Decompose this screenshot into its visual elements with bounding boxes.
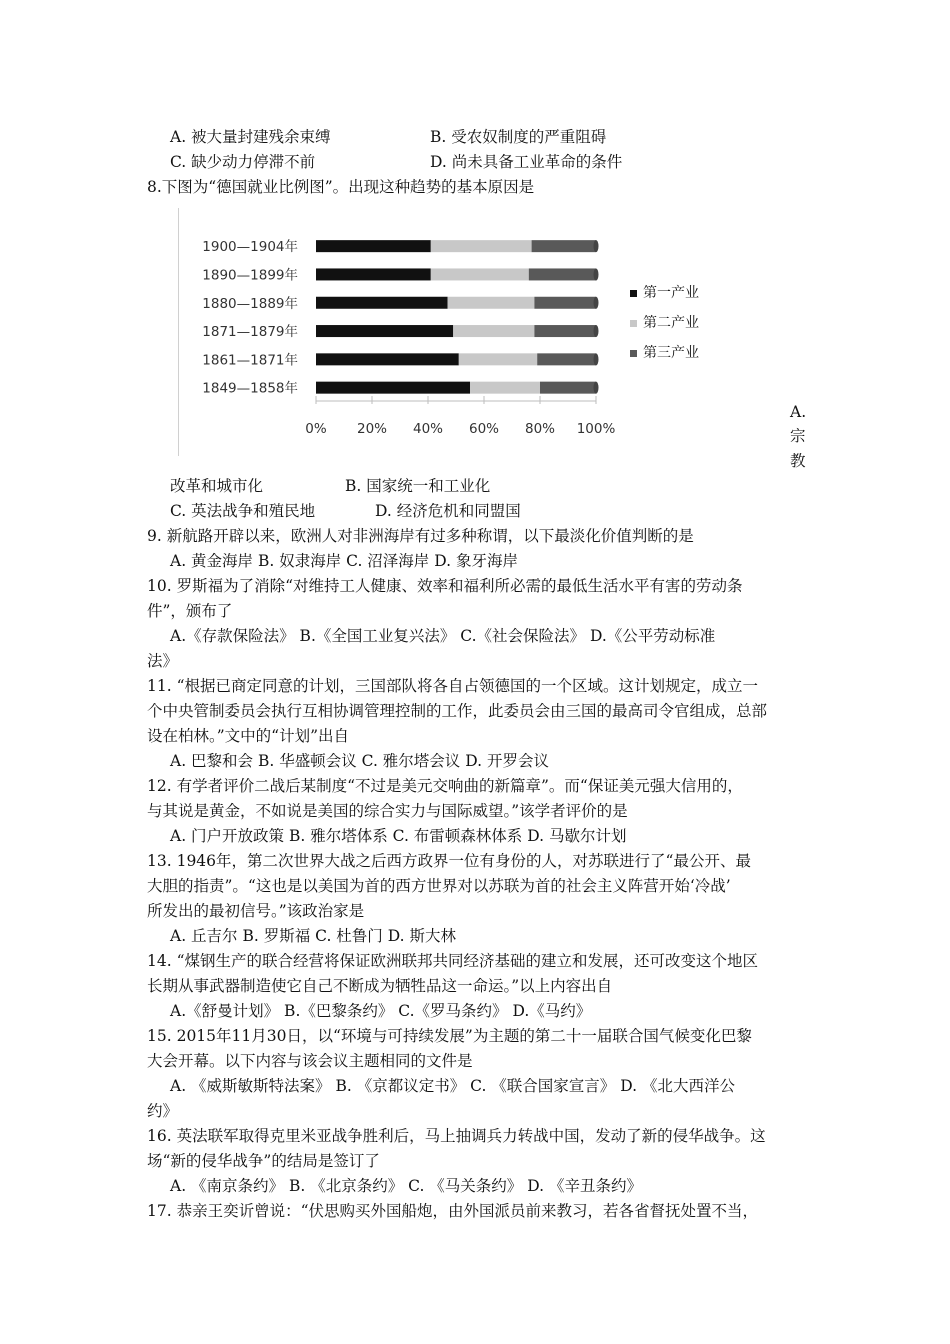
q15-stem-line2: 大会开幕。以下内容与该会议主题相同的文件是: [147, 1052, 473, 1070]
q8-option-a-part4: 改革和城市化: [170, 477, 264, 495]
bar-segment-primary: [316, 240, 431, 252]
q14-stem-line2: 长期从事武器制造使它自己不断成为牺牲品这一命运。”以上内容出自: [147, 977, 613, 995]
bar-segment-secondary: [448, 297, 535, 309]
bar-end-cap: [594, 240, 599, 252]
bar-segment-tertiary: [529, 268, 596, 280]
bar-segment-secondary: [431, 268, 529, 280]
bar-end-cap: [594, 268, 599, 280]
legend-item-primary: [630, 282, 699, 302]
bar-end-cap: [594, 382, 599, 394]
legend-label-secondary: 第二产业: [643, 315, 699, 331]
q7-option-a: A. 被大量封建残余束缚: [170, 128, 331, 146]
q10-options-line2: 法》: [147, 652, 179, 670]
bar-end-cap: [594, 297, 599, 309]
bar-segment-secondary: [459, 353, 537, 365]
q13-stem-line3: 所发出的最初信号。”该政治家是: [147, 902, 365, 920]
bar-segment-primary: [316, 382, 470, 394]
q8-option-d: D. 经济危机和同盟国: [375, 502, 521, 520]
x-tick-label: 80%: [524, 421, 556, 437]
bar-segment-tertiary: [532, 240, 596, 252]
q9-options: A. 黄金海岸 B. 奴隶海岸 C. 沼泽海岸 D. 象牙海岸: [170, 552, 518, 570]
bar-segment-primary: [316, 353, 459, 365]
q16-stem-line1: 16. 英法联军取得克里米亚战争胜利后，马上抽调兵力转战中国，发动了新的侵华战争。这: [147, 1127, 766, 1145]
q15-options-line2: 约》: [147, 1102, 179, 1120]
q13-options: A. 丘吉尔 B. 罗斯福 C. 杜鲁门 D. 斯大林: [170, 927, 456, 945]
q8-option-c: C. 英法战争和殖民地: [170, 502, 316, 520]
q8-option-a-part2: 宗: [790, 427, 806, 445]
bar-end-cap: [594, 325, 599, 337]
legend-swatch-secondary: [630, 320, 637, 327]
q8-option-a-part3: 教: [790, 452, 806, 470]
bar-segment-tertiary: [540, 382, 596, 394]
legend-label-primary: 第一产业: [643, 285, 699, 301]
q12-stem-line1: 12. 有学者评价二战后某制度“不过是美元交响曲的新篇章”。而“保证美元强大信用的，: [147, 777, 743, 795]
q11-stem-line1: 11. “根据已商定同意的计划，三国部队将各自占领德国的一个区域。这计划规定，成立一: [147, 677, 759, 695]
bar-segment-tertiary: [537, 353, 596, 365]
q16-stem-line2: 场“新的侵华战争”的结局是签订了: [147, 1152, 380, 1170]
q8-stem: 8.下图为“德国就业比例图”。出现这种趋势的基本原因是: [147, 178, 535, 196]
legend-swatch-primary: [630, 290, 637, 297]
q10-stem-line1: 10. 罗斯福为了消除“对维持工人健康、效率和福利所必需的最低生活水平有害的劳动条: [147, 577, 743, 595]
category-label: 1861—1871年: [202, 352, 298, 369]
q15-stem-line1: 15. 2015年11月30日，以“环境与可持续发展”为主题的第二十一届联合国气候变化巴黎: [147, 1027, 752, 1045]
x-tick-label: 20%: [356, 421, 388, 437]
legend-label-tertiary: 第三产业: [643, 345, 699, 361]
q13-stem-line1: 13. 1946年，第二次世界大战之后西方政界一位有身份的人，对苏联进行了“最公开、最: [147, 852, 751, 870]
q8-option-b: B. 国家统一和工业化: [345, 477, 491, 495]
bar-segment-secondary: [431, 240, 532, 252]
category-label: 1890—1899年: [202, 267, 298, 284]
bar-segment-primary: [316, 297, 448, 309]
x-tick-label: 40%: [412, 421, 444, 437]
q9-stem: 9. 新航路开辟以来，欧洲人对非洲海岸有过多种称谓，以下最淡化价值判断的是: [147, 527, 694, 545]
bar-segment-tertiary: [534, 325, 596, 337]
q14-options: A.《舒曼计划》 B.《巴黎条约》 C.《罗马条约》 D.《马约》: [170, 1002, 592, 1020]
bar-segment-tertiary: [534, 297, 596, 309]
employment-chart-svg: [178, 208, 778, 460]
q15-options-line1: A. 《威斯敏斯特法案》 B. 《京都议定书》 C. 《联合国家宣言》 D. 《北大西洋公: [170, 1077, 735, 1095]
bar-segment-primary: [316, 325, 453, 337]
q10-options-line1: A.《存款保险法》 B.《全国工业复兴法》 C.《社会保险法》 D.《公平劳动标准: [170, 627, 716, 645]
q11-stem-line2: 个中央管制委员会执行互相协调管理控制的工作，此委员会由三国的最高司令官组成，总部: [147, 702, 768, 720]
category-label: 1880—1889年: [202, 295, 298, 312]
q14-stem-line1: 14. “煤钢生产的联合经营将保证欧洲联邦共同经济基础的建立和发展，还可改变这个地区: [147, 952, 759, 970]
q12-stem-line2: 与其说是黄金，不如说是美国的综合实力与国际威望。”该学者评价的是: [147, 802, 628, 820]
category-label: 1849—1858年: [202, 380, 298, 397]
q7-option-c: C. 缺少动力停滞不前: [170, 153, 316, 171]
q8-option-a-part1: A.: [790, 403, 807, 421]
q16-options: A. 《南京条约》 B. 《北京条约》 C. 《马关条约》 D. 《辛丑条约》: [170, 1177, 642, 1195]
q11-options: A. 巴黎和会 B. 华盛顿会议 C. 雅尔塔会议 D. 开罗会议: [170, 752, 549, 770]
legend-item-secondary: [630, 312, 699, 332]
legend-swatch-tertiary: [630, 350, 637, 357]
category-label: 1871—1879年: [202, 324, 298, 341]
q17-stem-line1: 17. 恭亲王奕䜣曾说：“伏思购买外国船炮，由外国派员前来教习，若各省督抚处置不当，: [147, 1202, 759, 1220]
bar-segment-secondary: [470, 382, 540, 394]
x-tick-label: 60%: [468, 421, 500, 437]
q7-option-d: D. 尚未具备工业革命的条件: [430, 153, 623, 171]
x-tick-label: 0%: [305, 421, 327, 437]
x-tick-label: 100%: [576, 421, 616, 437]
q10-stem-line2: 件”，颁布了: [147, 602, 233, 620]
bar-end-cap: [594, 353, 599, 365]
bar-segment-primary: [316, 268, 431, 280]
employment-chart: [178, 208, 778, 460]
legend-item-tertiary: [630, 342, 699, 362]
category-label: 1900—1904年: [202, 239, 298, 256]
q11-stem-line3: 设在柏林。”文中的“计划”出自: [147, 727, 350, 745]
q12-options: A. 门户开放政策 B. 雅尔塔体系 C. 布雷顿森林体系 D. 马歇尔计划: [170, 827, 627, 845]
bar-segment-secondary: [453, 325, 534, 337]
q13-stem-line2: 大胆的指责”。“这也是以美国为首的西方世界对以苏联为首的社会主义阵营开始‘冷战’: [147, 877, 731, 895]
q7-option-b: B. 受农奴制度的严重阻碍: [430, 128, 607, 146]
